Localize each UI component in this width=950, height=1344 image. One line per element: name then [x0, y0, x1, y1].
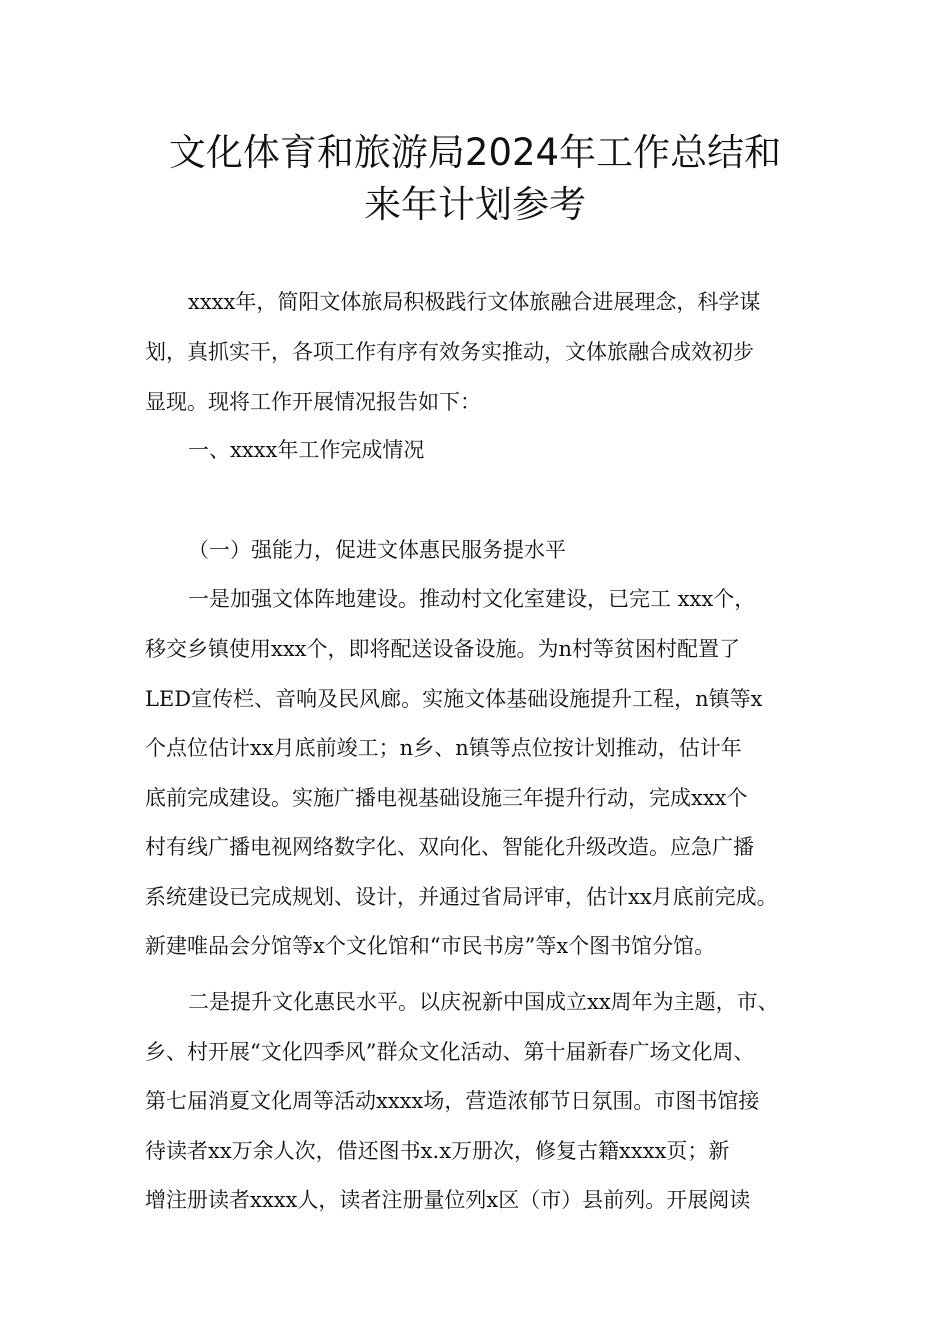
paragraph-line: xxxx年，简阳文体旅局积极践行文体旅融合进展理念，科学谋 — [188, 290, 761, 314]
paragraph-line: 待读者xx万余人次，借还图书x.x万册次，修复古籍xxxx页；新 — [145, 1139, 730, 1163]
paragraph-line: 二是提升文化惠民水平。以庆祝新中国成立xx周年为主题，市、 — [188, 990, 779, 1014]
paragraph-line: 显现。现将工作开展情况报告如下： — [145, 390, 481, 414]
subsection-heading: （一）强能力，促进文体惠民服务提水平 — [188, 538, 566, 562]
paragraph-line: 一是加强文体阵地建设。推动村文化室建设，已完工 xxx个， — [188, 587, 756, 611]
paragraph-line: 增注册读者xxxx人，读者注册量位列x区（市）县前列。开展阅读 — [145, 1188, 751, 1212]
paragraph-line: 移交乡镇使用xxx个，即将配送设备设施。为n村等贫困村配置了 — [145, 637, 741, 661]
paragraph-line: 乡、村开展“文化四季风”群众文化活动、第十届新春广场文化周、 — [145, 1040, 755, 1064]
paragraph-line: 划，真抓实干，各项工作有序有效务实推动，文体旅融合成效初步 — [145, 340, 754, 364]
paragraph-line: LED宣传栏、音响及民风廊。实施文体基础设施提升工程，n镇等x — [145, 687, 763, 711]
document-title-line-1: 文化体育和旅游局2024年工作总结和 — [168, 131, 782, 174]
paragraph-line: 个点位估计xx月底前竣工；n乡、n镇等点位按计划推动，估计年 — [145, 736, 742, 760]
paragraph-line: 新建唯品会分馆等x个文化馆和“市民书房”等x个图书馆分馆。 — [145, 934, 716, 958]
paragraph-line: 第七届消夏文化周等活动xxxx场，营造浓郁节日氛围。市图书馆接 — [145, 1089, 760, 1113]
paragraph-line: 底前完成建设。实施广播电视基础设施三年提升行动，完成xxx个 — [145, 786, 748, 810]
document-title-line-2: 来年计划参考 — [364, 183, 586, 226]
paragraph-line: 村有线广播电视网络数字化、双向化、智能化升级改造。应急广播 — [145, 835, 754, 859]
paragraph-line: 系统建设已完成规划、设计，并通过省局评审，估计xx月底前完成。 — [145, 885, 778, 909]
section-heading: 一、xxxx年工作完成情况 — [188, 438, 425, 462]
